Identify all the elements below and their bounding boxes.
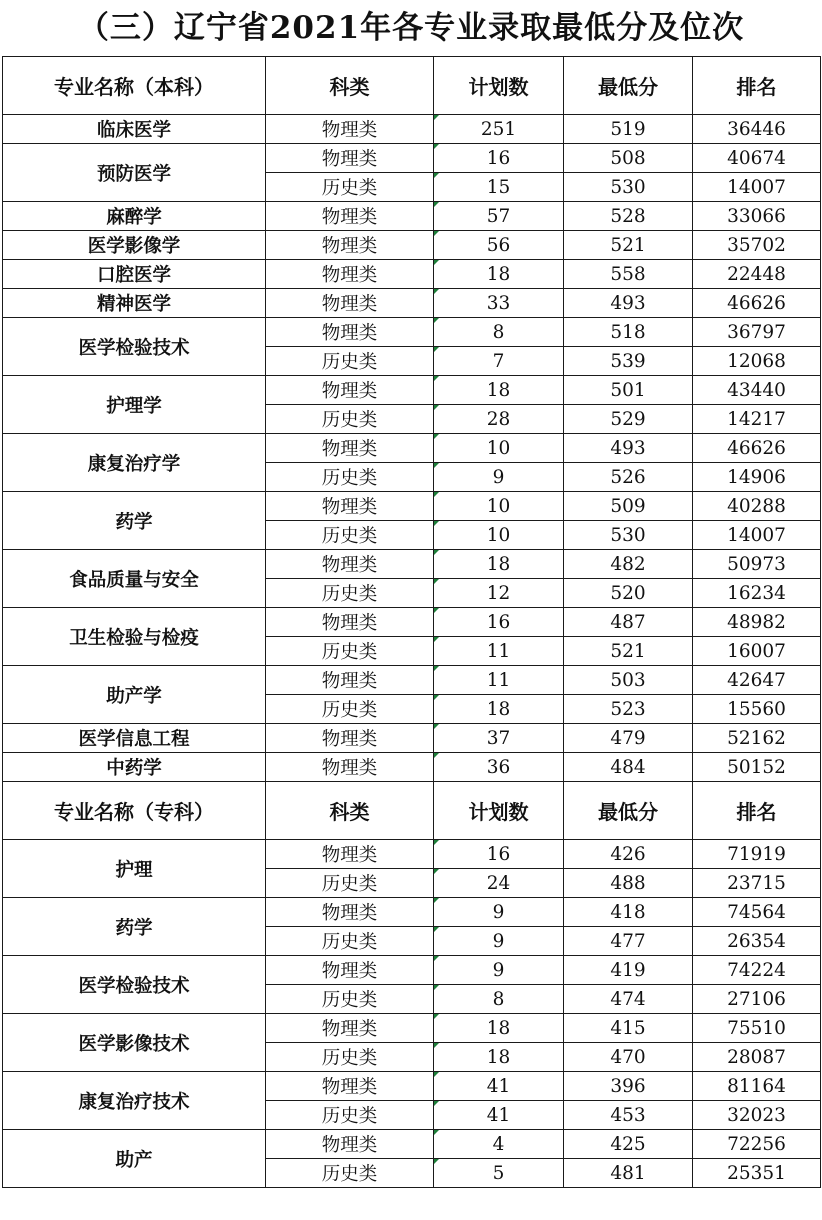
- rank-cell: 14007: [693, 173, 821, 202]
- category-header: 科类: [266, 782, 434, 840]
- min-score-cell: 558: [564, 260, 693, 289]
- category-cell: 物理类: [266, 1014, 434, 1043]
- page-title: （三）辽宁省2021年各专业录取最低分及位次: [77, 10, 745, 46]
- category-cell: 物理类: [266, 202, 434, 231]
- min-score-cell: 453: [564, 1101, 693, 1130]
- table-row: [3, 202, 821, 231]
- plan-cell: 16: [434, 144, 564, 173]
- min-score-cell: 418: [564, 898, 693, 927]
- plan-cell: 36: [434, 753, 564, 782]
- category-cell: 历史类: [266, 405, 434, 434]
- major-name-cell: 康复治疗学: [3, 434, 266, 492]
- plan-cell: 11: [434, 637, 564, 666]
- plan-cell: 8: [434, 985, 564, 1014]
- major-name-cell: 护理学: [3, 376, 266, 434]
- rank-cell: 16007: [693, 637, 821, 666]
- plan-cell: 7: [434, 347, 564, 376]
- category-cell: 历史类: [266, 521, 434, 550]
- major-header: 专业名称（专科）: [3, 782, 266, 840]
- min-score-cell: 415: [564, 1014, 693, 1043]
- min-score-cell: 526: [564, 463, 693, 492]
- plan-cell: 18: [434, 260, 564, 289]
- category-cell: 历史类: [266, 463, 434, 492]
- min-score-cell: 501: [564, 376, 693, 405]
- plan-cell: 8: [434, 318, 564, 347]
- major-name-cell: 助产: [3, 1130, 266, 1188]
- table-row: [3, 260, 821, 289]
- plan-cell: 24: [434, 869, 564, 898]
- rank-cell: 42647: [693, 666, 821, 695]
- min-score-cell: 519: [564, 115, 693, 144]
- category-cell: 历史类: [266, 927, 434, 956]
- rank-cell: 40288: [693, 492, 821, 521]
- header-row: [3, 57, 821, 115]
- category-cell: 物理类: [266, 840, 434, 869]
- rank-cell: 15560: [693, 695, 821, 724]
- plan-cell: 56: [434, 231, 564, 260]
- min-score-cell: 523: [564, 695, 693, 724]
- category-cell: 物理类: [266, 666, 434, 695]
- plan-header: 计划数: [434, 57, 564, 115]
- major-name-cell: 食品质量与安全: [3, 550, 266, 608]
- rank-cell: 14217: [693, 405, 821, 434]
- major-header: 专业名称（本科）: [3, 57, 266, 115]
- table-row: [3, 724, 821, 753]
- category-cell: 物理类: [266, 260, 434, 289]
- plan-cell: 18: [434, 550, 564, 579]
- plan-cell: 18: [434, 1043, 564, 1072]
- category-cell: 历史类: [266, 579, 434, 608]
- table-row: [3, 898, 821, 927]
- major-name-cell: 医学检验技术: [3, 318, 266, 376]
- table-row: [3, 376, 821, 405]
- category-cell: 物理类: [266, 492, 434, 521]
- table-row: [3, 144, 821, 173]
- min-score-cell: 419: [564, 956, 693, 985]
- rank-cell: 35702: [693, 231, 821, 260]
- category-cell: 物理类: [266, 1130, 434, 1159]
- plan-cell: 18: [434, 695, 564, 724]
- min-score-cell: 482: [564, 550, 693, 579]
- category-cell: 物理类: [266, 608, 434, 637]
- min-score-cell: 503: [564, 666, 693, 695]
- category-cell: 物理类: [266, 1072, 434, 1101]
- rank-cell: 27106: [693, 985, 821, 1014]
- min-score-cell: 509: [564, 492, 693, 521]
- major-name-cell: 医学信息工程: [3, 724, 266, 753]
- table-row: [3, 434, 821, 463]
- category-cell: 物理类: [266, 318, 434, 347]
- category-cell: 物理类: [266, 753, 434, 782]
- category-cell: 物理类: [266, 231, 434, 260]
- rank-cell: 74564: [693, 898, 821, 927]
- rank-cell: 32023: [693, 1101, 821, 1130]
- category-cell: 历史类: [266, 985, 434, 1014]
- rank-cell: 46626: [693, 289, 821, 318]
- plan-cell: 28: [434, 405, 564, 434]
- category-cell: 物理类: [266, 115, 434, 144]
- table-row: [3, 550, 821, 579]
- plan-header: 计划数: [434, 782, 564, 840]
- major-name-cell: 临床医学: [3, 115, 266, 144]
- category-cell: 物理类: [266, 289, 434, 318]
- min-score-cell: 477: [564, 927, 693, 956]
- category-cell: 历史类: [266, 869, 434, 898]
- min-score-cell: 479: [564, 724, 693, 753]
- min-score-cell: 493: [564, 289, 693, 318]
- min-score-cell: 508: [564, 144, 693, 173]
- major-name-cell: 康复治疗技术: [3, 1072, 266, 1130]
- min-score-cell: 487: [564, 608, 693, 637]
- min-score-cell: 426: [564, 840, 693, 869]
- table-row: [3, 492, 821, 521]
- min-score-cell: 521: [564, 637, 693, 666]
- rank-cell: 14906: [693, 463, 821, 492]
- rank-cell: 81164: [693, 1072, 821, 1101]
- table-row: [3, 115, 821, 144]
- plan-cell: 41: [434, 1072, 564, 1101]
- rank-cell: 33066: [693, 202, 821, 231]
- plan-cell: 16: [434, 608, 564, 637]
- min-score-cell: 530: [564, 521, 693, 550]
- rank-cell: 71919: [693, 840, 821, 869]
- plan-cell: 57: [434, 202, 564, 231]
- rank-cell: 50973: [693, 550, 821, 579]
- category-cell: 历史类: [266, 1159, 434, 1188]
- plan-cell: 9: [434, 956, 564, 985]
- major-name-cell: 预防医学: [3, 144, 266, 202]
- min-score-cell: 488: [564, 869, 693, 898]
- rank-cell: 25351: [693, 1159, 821, 1188]
- plan-cell: 11: [434, 666, 564, 695]
- rank-cell: 26354: [693, 927, 821, 956]
- rank-cell: 14007: [693, 521, 821, 550]
- min-score-cell: 528: [564, 202, 693, 231]
- min-score-header: 最低分: [564, 57, 693, 115]
- rank-cell: 28087: [693, 1043, 821, 1072]
- major-name-cell: 精神医学: [3, 289, 266, 318]
- plan-cell: 10: [434, 492, 564, 521]
- plan-cell: 10: [434, 434, 564, 463]
- category-cell: 物理类: [266, 434, 434, 463]
- min-score-cell: 530: [564, 173, 693, 202]
- category-cell: 物理类: [266, 724, 434, 753]
- admission-table: [2, 56, 821, 1188]
- plan-cell: 10: [434, 521, 564, 550]
- major-name-cell: 中药学: [3, 753, 266, 782]
- major-name-cell: 口腔医学: [3, 260, 266, 289]
- min-score-cell: 539: [564, 347, 693, 376]
- major-name-cell: 卫生检验与检疫: [3, 608, 266, 666]
- category-cell: 历史类: [266, 173, 434, 202]
- plan-cell: 9: [434, 927, 564, 956]
- rank-cell: 23715: [693, 869, 821, 898]
- plan-cell: 12: [434, 579, 564, 608]
- rank-header: 排名: [693, 57, 821, 115]
- category-cell: 物理类: [266, 956, 434, 985]
- min-score-cell: 425: [564, 1130, 693, 1159]
- table-row: [3, 1014, 821, 1043]
- rank-cell: 12068: [693, 347, 821, 376]
- category-cell: 物理类: [266, 898, 434, 927]
- rank-cell: 43440: [693, 376, 821, 405]
- plan-cell: 5: [434, 1159, 564, 1188]
- plan-cell: 33: [434, 289, 564, 318]
- major-name-cell: 医学影像技术: [3, 1014, 266, 1072]
- rank-cell: 48982: [693, 608, 821, 637]
- category-cell: 物理类: [266, 376, 434, 405]
- table-row: [3, 231, 821, 260]
- table-row: [3, 956, 821, 985]
- major-name-cell: 医学影像学: [3, 231, 266, 260]
- rank-cell: 50152: [693, 753, 821, 782]
- rank-cell: 36446: [693, 115, 821, 144]
- category-cell: 历史类: [266, 347, 434, 376]
- table-row: [3, 840, 821, 869]
- min-score-header: 最低分: [564, 782, 693, 840]
- major-name-cell: 麻醉学: [3, 202, 266, 231]
- plan-cell: 16: [434, 840, 564, 869]
- plan-cell: 41: [434, 1101, 564, 1130]
- table-row: [3, 289, 821, 318]
- min-score-cell: 474: [564, 985, 693, 1014]
- plan-cell: 37: [434, 724, 564, 753]
- rank-cell: 40674: [693, 144, 821, 173]
- rank-cell: 52162: [693, 724, 821, 753]
- category-cell: 历史类: [266, 695, 434, 724]
- table-row: [3, 666, 821, 695]
- plan-cell: 18: [434, 1014, 564, 1043]
- min-score-cell: 518: [564, 318, 693, 347]
- rank-cell: 46626: [693, 434, 821, 463]
- plan-cell: 9: [434, 898, 564, 927]
- category-cell: 历史类: [266, 637, 434, 666]
- table-row: [3, 608, 821, 637]
- min-score-cell: 529: [564, 405, 693, 434]
- plan-cell: 9: [434, 463, 564, 492]
- rank-cell: 16234: [693, 579, 821, 608]
- min-score-cell: 520: [564, 579, 693, 608]
- plan-cell: 15: [434, 173, 564, 202]
- rank-cell: 22448: [693, 260, 821, 289]
- rank-cell: 74224: [693, 956, 821, 985]
- rank-cell: 72256: [693, 1130, 821, 1159]
- plan-cell: 251: [434, 115, 564, 144]
- min-score-cell: 470: [564, 1043, 693, 1072]
- rank-cell: 75510: [693, 1014, 821, 1043]
- rank-cell: 36797: [693, 318, 821, 347]
- min-score-cell: 484: [564, 753, 693, 782]
- min-score-cell: 481: [564, 1159, 693, 1188]
- major-name-cell: 药学: [3, 898, 266, 956]
- plan-cell: 18: [434, 376, 564, 405]
- plan-cell: 4: [434, 1130, 564, 1159]
- category-cell: 历史类: [266, 1043, 434, 1072]
- major-name-cell: 助产学: [3, 666, 266, 724]
- min-score-cell: 396: [564, 1072, 693, 1101]
- table-row: [3, 1130, 821, 1159]
- table-row: [3, 1072, 821, 1101]
- category-header: 科类: [266, 57, 434, 115]
- rank-header: 排名: [693, 782, 821, 840]
- table-row: [3, 753, 821, 782]
- major-name-cell: 医学检验技术: [3, 956, 266, 1014]
- category-cell: 历史类: [266, 1101, 434, 1130]
- min-score-cell: 493: [564, 434, 693, 463]
- category-cell: 物理类: [266, 144, 434, 173]
- table-row: [3, 318, 821, 347]
- major-name-cell: 药学: [3, 492, 266, 550]
- min-score-cell: 521: [564, 231, 693, 260]
- major-name-cell: 护理: [3, 840, 266, 898]
- category-cell: 物理类: [266, 550, 434, 579]
- header-row: [3, 782, 821, 840]
